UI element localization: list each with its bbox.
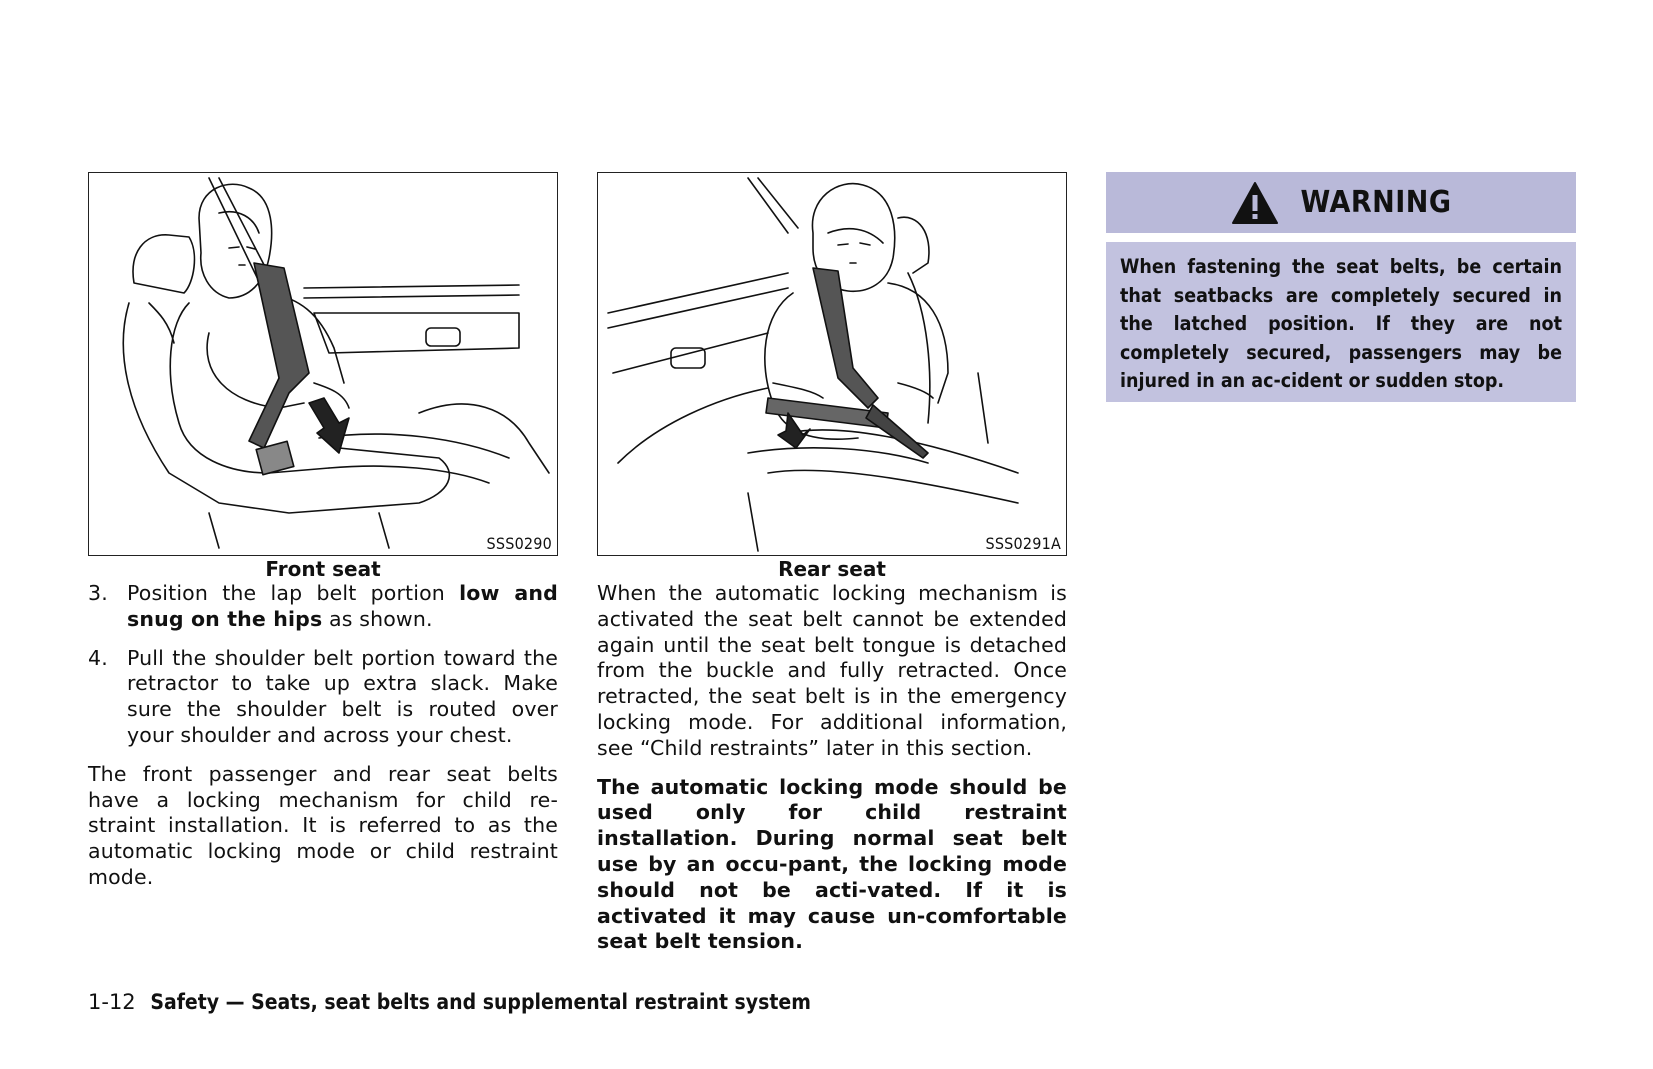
rear-seat-drawing (598, 173, 1066, 555)
figure-caption: Front seat (265, 557, 381, 581)
middle-column (597, 172, 1067, 968)
list-item (88, 646, 558, 749)
item-text: Pull the shoulder belt portion toward the retractor to take up extra slack. Make sure the shoulder belt is routed over your shoulder and across your chest. (127, 645, 558, 747)
warning-triangle-icon (1231, 181, 1279, 225)
bold-paragraph: The automatic locking mode should be used only for child restraint installation. During normal seat belt use by an occu-pant, the locking mode should not be acti-vated. If it is activated it may cause un-comfortable seat belt tension. (597, 774, 1067, 954)
paragraph: The front passenger and rear seat belts have a locking mechanism for child re-straint installation. It is referred to as the automatic locking mode or child restraint mode. (88, 761, 558, 889)
figure-caption: Rear seat (778, 557, 886, 581)
warning-header (1106, 172, 1576, 233)
page-footer (88, 990, 811, 1014)
item-text-end: as shown. (322, 606, 433, 631)
rear-seat-illustration (597, 172, 1067, 556)
list-number: 3. (88, 581, 108, 605)
warning-title: WARNING (1300, 185, 1452, 220)
front-seat-illustration (88, 172, 558, 556)
figure-code: SSS0290 (486, 534, 552, 553)
figure-code: SSS0291A (985, 534, 1061, 553)
right-column (1106, 172, 1576, 402)
paragraph: When the automatic locking mechanism is activated the seat belt cannot be extended again until the seat belt tongue is detached from the buckle and fully retracted. Once retracted, the seat belt is in the emergency locking mode. For additional information, see “Child restraints” later in this section. (597, 581, 1067, 760)
warning-body: When fastening the seat belts, be certain that seatbacks are completely secured in the latched position. If they are not completely secured, passengers may be injured in an ac-cident or sudden stop. (1106, 242, 1576, 402)
front-seat-drawing (89, 173, 557, 555)
item-text: Position the lap belt portion (127, 581, 460, 605)
left-column (88, 172, 558, 904)
item-emphasis: low and snug on the hips (127, 581, 558, 631)
section-title: Safety — Seats, seat belts and supplemental restraint system (150, 990, 811, 1014)
list-number: 4. (88, 645, 108, 670)
page-number: 1-12 (88, 990, 136, 1014)
list-item (88, 581, 558, 633)
